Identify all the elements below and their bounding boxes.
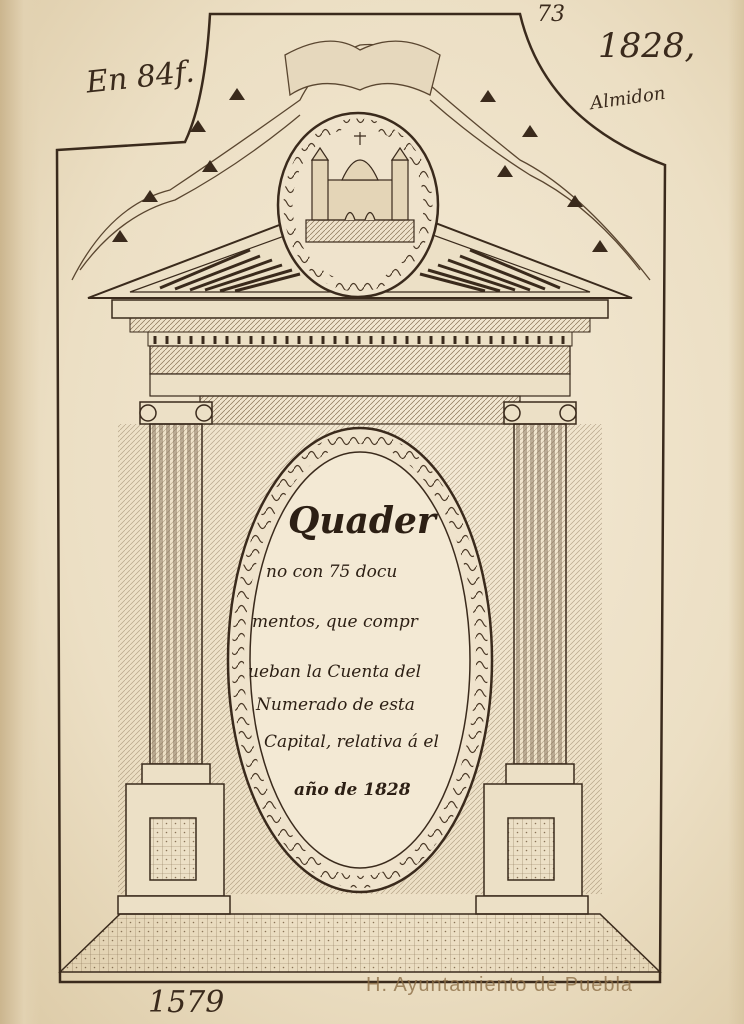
tiled-floor: [60, 914, 660, 972]
top-right-note: Almidon: [588, 82, 667, 115]
archive-watermark: H. Ayuntamiento de Puebla: [366, 974, 634, 996]
title-line-4: ueban la Cuenta del: [248, 662, 422, 682]
title-line-3: mentos, que compr: [252, 612, 418, 632]
frieze: [150, 346, 570, 374]
folio-number: 73: [537, 2, 565, 27]
top-right-year: 1828,: [598, 26, 696, 66]
bottom-archive-number: 1579: [148, 985, 225, 1020]
title-line-5: Numerado de esta: [256, 695, 415, 715]
title-line-1: Quader: [288, 500, 436, 542]
top-left-annotation: En 84f.: [84, 54, 197, 101]
title-line-7: año de 1828: [294, 780, 411, 800]
cartouche-text: [236, 470, 516, 850]
title-line-6: Capital, relativa á el: [264, 732, 439, 752]
cornice: [112, 300, 608, 318]
title-line-2: no con 75 docu: [266, 562, 398, 582]
